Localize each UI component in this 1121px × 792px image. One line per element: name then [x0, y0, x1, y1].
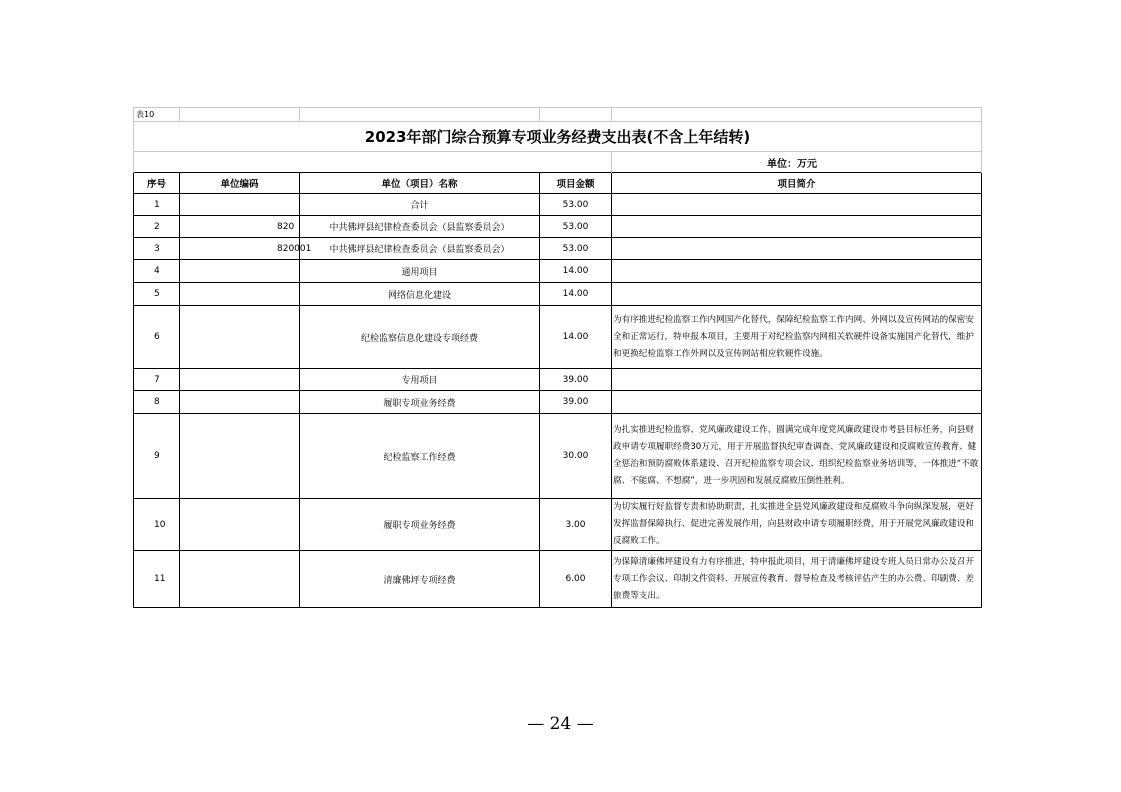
row-desc: 为扎实推进纪检监察、党风廉政建设工作，圆满完成年度党风廉政建设市考县目标任务，向县财政申请专项履职经费30万元，用于开展监督执纪审查调查、党风廉政建设和反腐败宣传教育、健全惩治和预防腐败体系建设、召开纪检监察专项会议、组织纪检监察业务培训等，一体推进“不敢腐、不能腐、不想腐”，进一步巩固和发展反腐败压倒性胜利。	[612, 414, 982, 499]
row-seq: 5	[134, 283, 180, 306]
table-row	[134, 194, 982, 216]
row-seq: 10	[134, 499, 180, 551]
row-seq: 3	[134, 238, 180, 260]
row-seq: 4	[134, 260, 180, 283]
row-amount: 39.00	[540, 391, 612, 414]
row-desc	[612, 194, 982, 216]
row-name: 清廉佛坪专项经费	[300, 551, 540, 608]
row-desc	[612, 216, 982, 238]
row-code	[180, 391, 300, 414]
row-code	[180, 551, 300, 608]
row-desc	[612, 391, 982, 414]
row-seq: 7	[134, 369, 180, 391]
row-seq: 9	[134, 414, 180, 499]
title-row	[134, 122, 982, 152]
row-desc	[612, 369, 982, 391]
row-seq: 2	[134, 216, 180, 238]
row-amount: 3.00	[540, 499, 612, 551]
row-code	[180, 369, 300, 391]
row-amount: 39.00	[540, 369, 612, 391]
row-amount: 53.00	[540, 238, 612, 260]
row-amount: 14.00	[540, 283, 612, 306]
row-name: 纪检监察信息化建设专项经费	[300, 306, 540, 369]
header-code: 单位编码	[180, 173, 300, 194]
row-desc: 为保障清廉佛坪建设有力有序推进，特申报此项目，用于清廉佛坪建设专班人员日常办公及召开专项工作会议、印制文件资料、开展宣传教育、督导检查及考核评估产生的办公费、印刷费、差旅费等支出。	[612, 551, 982, 608]
header-amount: 项目金额	[540, 173, 612, 194]
row-code	[180, 283, 300, 306]
row-name: 通用项目	[300, 260, 540, 283]
row-desc	[612, 238, 982, 260]
table-row	[134, 391, 982, 414]
row-desc: 为有序推进纪检监察工作内网国产化替代，保障纪检监察工作内网、外网以及宣传网站的保密安全和正常运行，特申报本项目，主要用于对纪检监察内网相关软硬件设备实施国产化替代，维护和更换纪检监察工作外网以及宣传网站相应软硬件设施。	[612, 306, 982, 369]
budget-sheet	[133, 107, 981, 608]
table-row	[134, 260, 982, 283]
row-code: 820001	[180, 238, 300, 260]
row-name: 网络信息化建设	[300, 283, 540, 306]
table-row	[134, 369, 982, 391]
row-seq: 11	[134, 551, 180, 608]
header-desc: 项目简介	[612, 173, 982, 194]
row-code: 820	[180, 216, 300, 238]
row-amount: 30.00	[540, 414, 612, 499]
budget-table	[133, 107, 982, 608]
row-code	[180, 306, 300, 369]
table-tag: 表10	[134, 108, 180, 122]
row-amount: 14.00	[540, 260, 612, 283]
table-title: 2023年部门综合预算专项业务经费支出表(不含上年结转)	[134, 122, 982, 152]
row-desc	[612, 260, 982, 283]
table-row	[134, 283, 982, 306]
row-code	[180, 414, 300, 499]
unit-label: 单位：万元	[612, 152, 982, 173]
row-seq: 8	[134, 391, 180, 414]
row-desc: 为切实履行好监督专责和协助职责，扎实推进全县党风廉政建设和反腐败斗争向纵深发展，更好发挥监督保障执行、促进完善发展作用，向县财政申请专项履职经费，用于开展党风廉政建设和反腐败工作。	[612, 499, 982, 551]
header-row	[134, 173, 982, 194]
page-number: — 24 —	[527, 714, 594, 734]
header-seq: 序号	[134, 173, 180, 194]
row-amount: 53.00	[540, 194, 612, 216]
table-row	[134, 414, 982, 499]
table-row	[134, 306, 982, 369]
table-row	[134, 551, 982, 608]
row-amount: 14.00	[540, 306, 612, 369]
row-seq: 1	[134, 194, 180, 216]
row-desc	[612, 283, 982, 306]
row-name: 中共佛坪县纪律检查委员会（县监察委员会）	[300, 216, 540, 238]
row-name: 专用项目	[300, 369, 540, 391]
unit-row	[134, 152, 982, 173]
row-name: 纪检监察工作经费	[300, 414, 540, 499]
row-seq: 6	[134, 306, 180, 369]
row-name: 履职专项业务经费	[300, 499, 540, 551]
row-name: 履职专项业务经费	[300, 391, 540, 414]
row-name: 中共佛坪县纪律检查委员会（县监察委员会）	[300, 238, 540, 260]
row-name: 合计	[300, 194, 540, 216]
table-row	[134, 216, 982, 238]
table-tag-row	[134, 108, 982, 122]
row-code	[180, 499, 300, 551]
header-name: 单位（项目）名称	[300, 173, 540, 194]
table-row	[134, 499, 982, 551]
table-row	[134, 238, 982, 260]
row-code	[180, 260, 300, 283]
row-code	[180, 194, 300, 216]
row-amount: 53.00	[540, 216, 612, 238]
row-amount: 6.00	[540, 551, 612, 608]
